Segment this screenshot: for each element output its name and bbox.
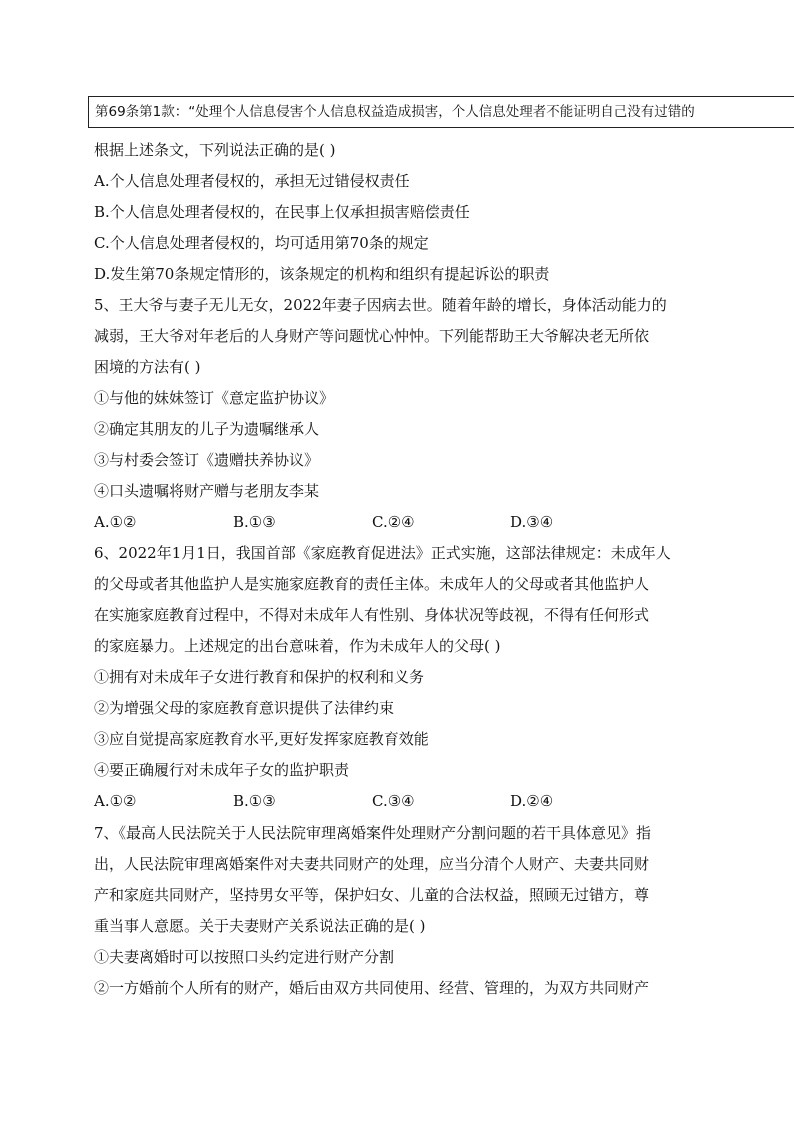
q5-choices [94, 512, 704, 532]
q6-stem-line-4: 的家庭暴力。上述规定的出台意味着，作为未成年人的父母( ) [94, 637, 501, 655]
q4-option-c: C.个人信息处理者侵权的，均可适用第70条的规定 [94, 234, 429, 252]
q5-item-4: ④口头遗嘱将财产赠与老朋友李某 [94, 482, 320, 500]
q6-stem-line-1: 6、2022年1月1日，我国首部《家庭教育促进法》正式实施，这部法律规定：未成年人 [94, 544, 671, 562]
q5-choice-a: A.①② [94, 513, 137, 531]
q5-stem-line-3: 困境的方法有( ) [94, 358, 201, 376]
q6-stem-line-3: 在实施家庭教育过程中，不得对未成年人有性别、身体状况等歧视，不得有任何形式 [94, 606, 650, 624]
q6-item-4: ④要正确履行对未成年子女的监护职责 [94, 761, 350, 779]
q6-choice-c: C.③④ [372, 792, 415, 810]
q6-choice-d: D.②④ [510, 792, 554, 810]
q4-option-b: B.个人信息处理者侵权的，在民事上仅承担损害赔偿责任 [94, 203, 470, 221]
q5-item-3: ③与村委会签订《遗赠扶养协议》 [94, 451, 320, 469]
q4-stem: 根据上述条文，下列说法正确的是( ) [94, 141, 336, 159]
q5-choice-c: C.②④ [372, 513, 415, 531]
q7-item-1: ①夫妻离婚时可以按照口头约定进行财产分割 [94, 948, 395, 966]
q6-choice-b: B.①③ [233, 792, 276, 810]
quoted-article-text: 第69条第1款：“处理个人信息侵害个人信息权益造成损害，个人信息处理者不能证明自己没有过错的 [95, 104, 695, 120]
q6-item-1: ①拥有对未成年子女进行教育和保护的权利和义务 [94, 668, 425, 686]
q4-option-a: A.个人信息处理者侵权的，承担无过错侵权责任 [94, 172, 410, 190]
q5-stem-line-2: 减弱，王大爷对年老后的人身财产等问题忧心忡忡。下列能帮助王大爷解决老无所依 [94, 327, 650, 345]
quoted-article-box [88, 96, 794, 128]
q6-choice-a: A.①② [94, 792, 137, 810]
q4-option-d: D.发生第70条规定情形的，该条规定的机构和组织有提起诉讼的职责 [94, 265, 550, 283]
q5-stem-line-1: 5、王大爷与妻子无儿无女，2022年妻子因病去世。随着年龄的增长，身体活动能力的 [94, 296, 667, 314]
q5-choice-b: B.①③ [233, 513, 276, 531]
q6-choices [94, 791, 704, 811]
q6-item-2: ②为增强父母的家庭教育意识提供了法律约束 [94, 699, 395, 717]
q6-item-3: ③应自觉提高家庭教育水平,更好发挥家庭教育效能 [94, 730, 429, 748]
q7-stem-line-1: 7、《最高人民法院关于人民法院审理离婚案件处理财产分割问题的若干具体意见》指 [94, 824, 652, 842]
q5-item-2: ②确定其朋友的儿子为遗嘱继承人 [94, 420, 320, 438]
q7-stem-line-4: 重当事人意愿。关于夫妻财产关系说法正确的是( ) [94, 917, 426, 935]
q7-stem-line-2: 出，人民法院审理离婚案件对夫妻共同财产的处理，应当分清个人财产、夫妻共同财 [94, 855, 650, 873]
q6-stem-line-2: 的父母或者其他监护人是实施家庭教育的责任主体。未成年人的父母或者其他监护人 [94, 575, 650, 593]
q7-item-2: ②一方婚前个人所有的财产，婚后由双方共同使用、经营、管理的，为双方共同财产 [94, 979, 650, 997]
q5-item-1: ①与他的妹妹签订《意定监护协议》 [94, 389, 335, 407]
q5-choice-d: D.③④ [510, 513, 554, 531]
q7-stem-line-3: 产和家庭共同财产，坚持男女平等，保护妇女、儿童的合法权益，照顾无过错方，尊 [94, 886, 650, 904]
